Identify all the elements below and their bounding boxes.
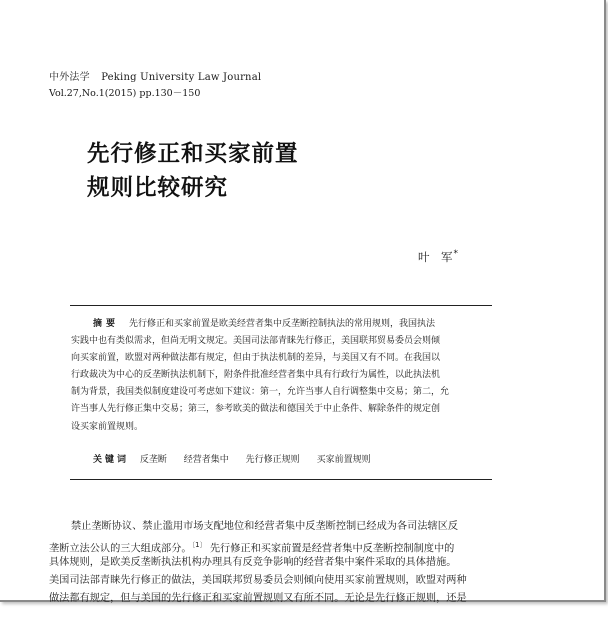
keywords-label: 关键词 <box>93 455 130 465</box>
body-line: 做法都有规定，但与美国的先行修正和买家前置规则又有所不同。无论是先行修正规则，还是 <box>49 593 467 604</box>
body-line <box>49 536 519 554</box>
author <box>418 249 458 265</box>
body-text <box>49 518 519 626</box>
body-line: 美国司法部青睐先行修正的做法，美国联邦贸易委员会则倾向使用买家前置规则，欧盟对两种 <box>49 575 467 586</box>
keyword: 反垄断 <box>139 455 167 465</box>
journal-name-cn: 中外法学 <box>49 72 90 83</box>
abstract-text: 先行修正和买家前置是欧美经营者集中反垄断控制执法的常用规则，我国执法 <box>129 319 436 329</box>
abstract-line: 向买家前置，欧盟对两种做法都有规定，但由于执法机制的差异，与美国又有不同。在我国以 <box>71 353 441 364</box>
title-line-2: 规则比较研究 <box>87 175 229 201</box>
abstract-top-rule <box>70 305 492 306</box>
body-line: 禁止垄断协议、禁止滥用市场支配地位和经营者集中反垄断控制已经成为各司法辖区反 <box>71 521 459 532</box>
abstract-line: 行政裁决为中心的反垄断执法机制下，附条件批准经营者集中具有行政行为属性，以此执法机 <box>71 370 441 381</box>
article-title <box>87 137 299 205</box>
keyword: 买家前置规则 <box>316 455 371 465</box>
body-line <box>49 608 519 626</box>
body-line: 具体规则，是欧美反垄断执法机构办理具有反竞争影响的经营者集中案件采取的具体措施。 <box>49 557 457 568</box>
abstract-line: 许当事人先行修正集中交易；第三，参考欧美的做法和德国关于中止条件、解除条件的规定创 <box>71 404 441 415</box>
volume-info: Vol.27,No.1(2015) pp.130－150 <box>49 88 201 99</box>
author-footnote-mark: * <box>453 249 458 260</box>
author-name: 叶 军 <box>418 250 453 264</box>
title-line-1: 先行修正和买家前置 <box>87 141 299 167</box>
abstract-line: 制为背景，我国类似制度建设可考虑如下建议：第一，允许当事人自行调整集中交易；第二，允 <box>71 387 450 398</box>
abstract-line <box>71 316 491 333</box>
keyword: 先行修正规则 <box>245 455 300 465</box>
footnote-ref: 〔1〕 <box>191 541 207 549</box>
abstract-label: 摘要 <box>93 319 120 329</box>
journal-header <box>49 68 261 83</box>
body-segment: 先行修正和买家前置是经营者集中反垄断控制制度中的 <box>209 543 455 555</box>
journal-name-en: Peking University Law Journal <box>101 72 262 83</box>
abstract-bottom-rule <box>70 479 492 480</box>
keyword: 经营者集中 <box>183 455 229 465</box>
keywords <box>93 452 385 465</box>
abstract-block <box>71 316 491 436</box>
abstract-line: 实践中也有类似需求，但尚无明文规定。美国司法部青睐先行修正，美国联邦贸易委员会则倾 <box>71 336 441 347</box>
abstract-line: 设买家前置规则。 <box>71 421 144 432</box>
body-segment: 垄断立法公认的三大组成部分。 <box>49 543 192 555</box>
